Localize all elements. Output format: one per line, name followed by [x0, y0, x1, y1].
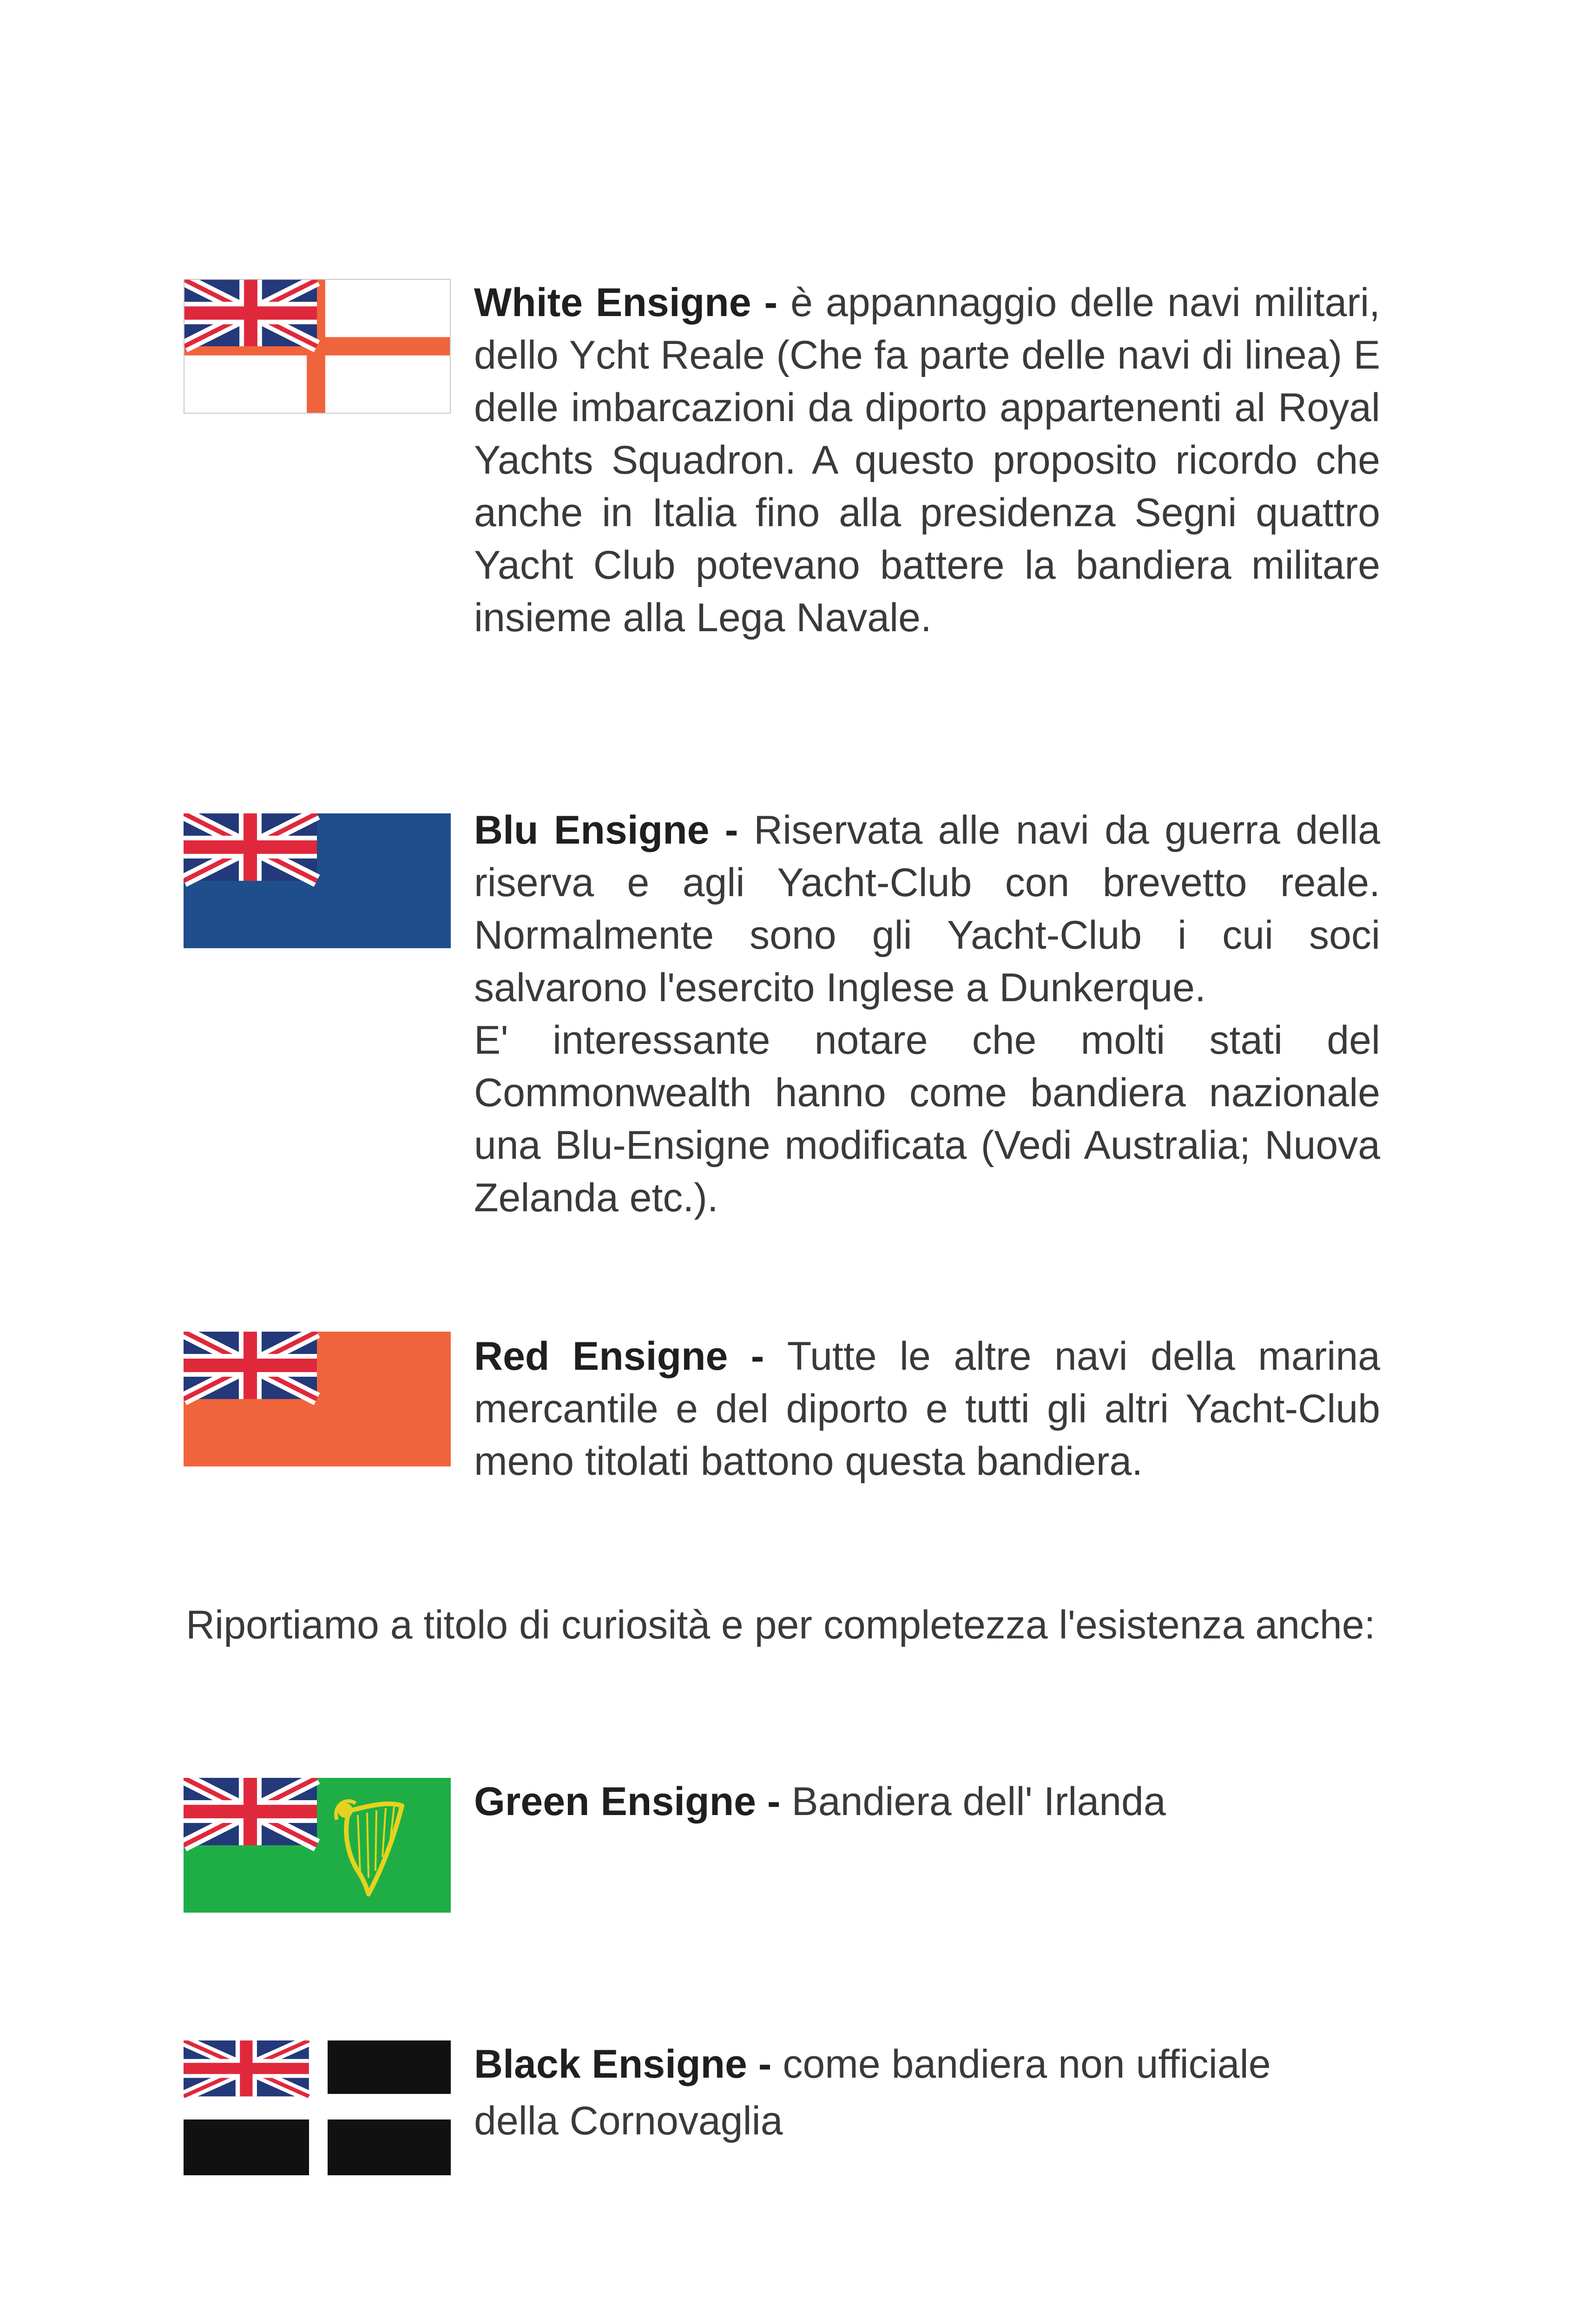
section-body: Bandiera dell' Irlanda — [791, 1779, 1166, 1824]
green-ensign-description: Green Ensigne - Bandiera dell' Irlanda — [474, 1779, 1166, 1824]
section-body: è appannaggio delle navi militari, dello Ycht Reale (Che fa parte delle navi di linea) E delle imbarcazioni da diporto appartenenti al Royal Yachts Squadron. A questo proposito ricordo che anche in Italia fino alla presidenza Segni quattro Yacht Club potevano battere la bandiera militare insieme alla Lega Navale. — [474, 280, 1380, 640]
green-ensign-harp-flag-icon — [184, 1778, 451, 1913]
section-title: Black Ensigne — [474, 2042, 747, 2086]
section-body: come bandiera non ufficiale della Cornovaglia — [474, 2042, 1271, 2143]
section-title: White Ensigne — [474, 280, 751, 325]
section-body-continued: E' interessante notare che molti stati del Commonwealth hanno come bandiera nazionale una Blu-Ensigne modificata (Vedi Australia; Nuova Zelanda etc.). — [474, 1018, 1380, 1220]
section-body: Tutte le altre navi della marina mercantile e del diporto e tutti gli altri Yacht-Club meno titolati battono questa bandiera. — [474, 1334, 1380, 1484]
intro-note: Riportiamo a titolo di curiosità e per completezza l'esistenza anche: — [186, 1603, 1376, 1647]
blue-ensign-description: Blu Ensigne - Riservata alle navi da guerra della riserva e agli Yacht-Club con brevetto reale. Normalmente sono gli Yacht-Club i cui soci salvarono l'esercito Inglese a Dunkerque. E' interessante notare che molti stati del Commonwealth hanno come bandiera nazionale una Blu-Ensigne modificata (Vedi Australia; Nuova Zelanda etc.). — [474, 804, 1380, 1224]
white-ensign-description: White Ensigne - è appannaggio delle navi militari, dello Ycht Reale (Che fa parte delle navi di linea) E delle imbarcazioni da diporto appartenenti al Royal Yachts Squadron. A questo proposito ricordo che anche in Italia fino alla presidenza Segni quattro Yacht Club potevano battere la bandiera militare insieme alla Lega Navale. — [474, 280, 1380, 640]
section-body: Riservata alle navi da guerra della riserva e agli Yacht-Club con brevetto reale. Normalmente sono gli Yacht-Club i cui soci salvarono l'esercito Inglese a Dunkerque. — [474, 808, 1380, 1010]
white-ensign-flag-icon — [184, 279, 451, 414]
black-ensign-flag-icon — [184, 2040, 451, 2175]
red-ensign-flag-icon — [184, 1332, 451, 1466]
black-ensign-description: Black Ensigne - come bandiera non ufficiale della Cornovaglia — [474, 2042, 1271, 2143]
section-title: Blu Ensigne — [474, 808, 710, 852]
blue-ensign-flag-icon — [184, 813, 451, 948]
red-ensign-description: Red Ensigne - Tutte le altre navi della marina mercantile e del diporto e tutti gli altri Yacht-Club meno titolati battono questa bandiera. — [474, 1334, 1380, 1484]
section-title: Red Ensigne — [474, 1334, 728, 1379]
section-title: Green Ensigne — [474, 1779, 756, 1824]
